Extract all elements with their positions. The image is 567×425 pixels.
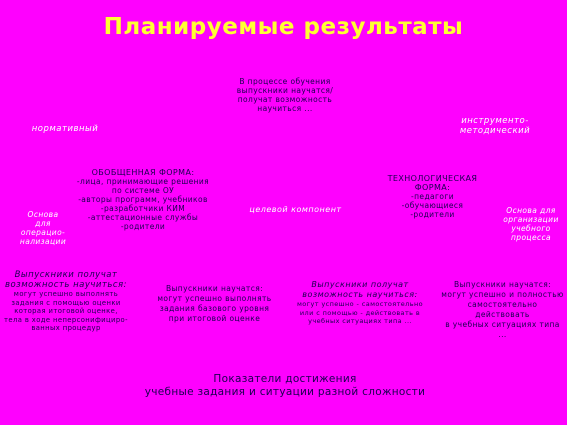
bottom-line: Показатели достижения xyxy=(213,373,357,385)
page-title: Планируемые результаты xyxy=(103,14,464,40)
generalized-heading: ОБОБЩЕННАЯ ФОРМА: xyxy=(91,168,195,177)
body-line: учебных ситуациях типа ... xyxy=(308,317,412,325)
heading-line: возможность научиться: xyxy=(302,290,418,299)
result-box-2 xyxy=(152,284,277,324)
generalized-line: -разработчики КИМ xyxy=(100,204,186,213)
center-top-line: научиться ... xyxy=(257,104,313,113)
left-basis xyxy=(8,210,78,246)
right-basis-line: учебного xyxy=(511,224,551,233)
body-line: могут успешно выполнять xyxy=(13,290,119,298)
body-line: могут успешно выполнять xyxy=(157,294,272,303)
instrumental-label xyxy=(440,116,550,136)
bottom-line: учебные задания и ситуации разной сложности xyxy=(144,386,426,398)
result-box-3-heading xyxy=(290,280,430,300)
generalized-line: -родители xyxy=(120,222,166,231)
body-line: задания с помощью оценки xyxy=(11,298,121,307)
instrumental-label-line: инструменто- xyxy=(461,116,529,126)
instrumental-label-line: методический xyxy=(459,126,531,136)
body-line: при итоговой оценке xyxy=(168,314,261,323)
body-line: ванных процедур xyxy=(31,324,101,332)
right-basis-line: организации xyxy=(503,215,559,224)
left-basis-line: нализации xyxy=(19,237,67,246)
technological-form xyxy=(370,174,495,219)
technological-line: -родители xyxy=(410,210,455,219)
center-top-line: В процессе обучения xyxy=(239,77,331,86)
right-basis-line: процесса xyxy=(510,233,551,242)
technological-line: -обучающиеся xyxy=(401,201,464,210)
result-box-1 xyxy=(2,270,130,333)
center-top-block xyxy=(205,77,365,113)
bottom-indicators xyxy=(100,373,470,399)
generalized-form xyxy=(68,168,218,231)
generalized-line: -авторы программ, учебников xyxy=(78,195,208,204)
technological-line: -педагоги xyxy=(411,192,454,201)
left-basis-line: операцио- xyxy=(20,228,66,237)
result-box-3-body xyxy=(290,300,430,326)
center-top-line: выпускники научатся/ xyxy=(236,86,334,95)
body-line: самостоятельно действовать xyxy=(467,300,538,319)
generalized-line: -лица, принимающие решения xyxy=(76,177,210,186)
technological-heading: ФОРМА: xyxy=(414,183,451,192)
heading-line: Выпускники получат xyxy=(14,270,118,280)
body-line: Выпускники научатся: xyxy=(453,280,552,289)
left-basis-line: для xyxy=(35,219,51,228)
heading-line: Выпускники получат xyxy=(311,280,409,289)
body-line: которая итоговой оценке, xyxy=(14,307,118,315)
right-basis xyxy=(496,206,566,242)
left-basis-line: Основа xyxy=(27,210,59,219)
result-box-1-body xyxy=(2,290,130,333)
body-line: Выпускники научатся: xyxy=(165,284,264,293)
generalized-line: по системе ОУ xyxy=(111,186,175,195)
body-line: могут успешно - самостоятельно xyxy=(297,300,423,308)
right-basis-line: Основа для xyxy=(506,206,556,215)
body-line: в учебных ситуациях типа ... xyxy=(445,320,560,339)
target-component: целевой компонент xyxy=(249,205,342,214)
center-top-line: получат возможность xyxy=(237,95,333,104)
result-box-3 xyxy=(290,280,430,326)
body-line: тела в ходе неперсонифициро- xyxy=(4,315,128,324)
body-line: могут успешно и полностью xyxy=(441,290,564,299)
generalized-line: -аттестационные службы xyxy=(87,213,199,222)
result-box-4 xyxy=(440,280,565,340)
heading-line: возможность научиться: xyxy=(4,280,128,290)
result-box-1-heading xyxy=(2,270,130,290)
body-line: задания базового уровня xyxy=(159,304,270,313)
normative-label: нормативный xyxy=(31,124,99,134)
technological-heading: ТЕХНОЛОГИЧЕСКАЯ xyxy=(387,174,478,183)
body-line: или с помощью - действовать в xyxy=(299,308,421,317)
